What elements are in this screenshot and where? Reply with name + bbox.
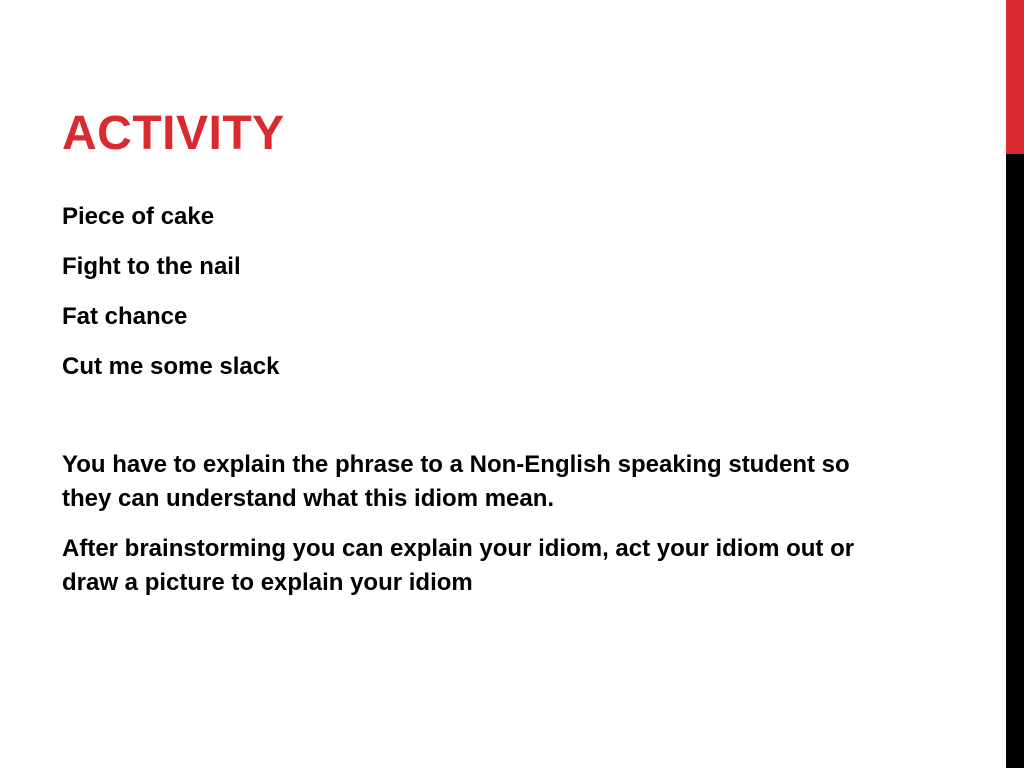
instruction-paragraph: You have to explain the phrase to a Non-English speaking student so they can understand what this idiom mean.: [62, 451, 850, 512]
idiom-item: Fight to the nail: [62, 253, 241, 280]
slide-title: ACTIVITY: [62, 107, 285, 160]
side-bar-accent: [1006, 0, 1024, 154]
slide-body: [62, 200, 882, 616]
instruction-paragraph: After brainstorming you can explain your idiom, act your idiom out or draw a picture to explain your idiom: [62, 535, 855, 596]
idiom-item: Piece of cake: [62, 203, 215, 230]
idiom-item: Cut me some slack: [62, 353, 280, 380]
idiom-item: Fat chance: [62, 303, 188, 330]
spacer: [62, 400, 882, 448]
side-bar: [1006, 0, 1024, 768]
